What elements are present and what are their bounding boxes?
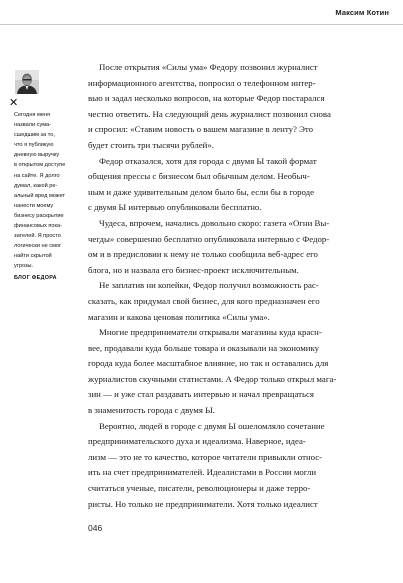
sidebar-quote-line: назвали сума-	[14, 122, 52, 129]
sidebar-quote-line: финансовых пока-	[14, 223, 63, 230]
body-text	[88, 60, 380, 512]
text-line: с двумя Ы интервью опубликовали бесплатно.	[88, 202, 262, 213]
text-line: Федор отказался, хотя для города с двумя Ы такой формат	[99, 155, 317, 166]
text-line: ом и в предисловии к нему не только сообщила веб-адрес его	[88, 249, 318, 260]
sidebar-quote-line: логически не смог	[14, 243, 62, 250]
paragraph	[88, 325, 380, 419]
text-line: предпринимательского духа и идеализма. Наверное, идеа-	[88, 436, 306, 447]
text-line: и спросил: «Ставим новость о вашем магазине в ленту? Это	[88, 124, 314, 135]
text-line: общения прессы с бизнесом был обычным делом. Необыч-	[88, 171, 310, 182]
sidebar-quote-line: дневную выручку	[14, 152, 60, 159]
text-line: Вероятно, людей в городе с двумя Ы ошеломляло сочетание	[99, 420, 325, 431]
text-line: зин — и уже стал раздавать интервью и начал превращаться	[88, 389, 314, 400]
running-header-author: Максим Котин	[335, 8, 389, 17]
sidebar-quote-line: Сегодня меня	[14, 112, 51, 118]
text-line: чегды» совершенно бесплатно опубликовала интервью с Федор-	[88, 233, 330, 244]
sidebar-quote-line: альный вред может	[14, 192, 66, 199]
sidebar-quote-line: бизнесу раскрытие	[14, 212, 64, 219]
text-line: города куда более масштабное влияние, но так и оставались для	[88, 358, 329, 369]
sidebar-quote-line: что я публикую	[14, 142, 54, 149]
sidebar-quote-line: зателей. Я просто	[14, 233, 61, 240]
sidebar-quote-line: на сайте. Я долго	[14, 172, 60, 179]
text-line: Не заплатив ни копейки, Федор получил возможность рас-	[99, 280, 319, 291]
text-line: вью и задал несколько вопросов, на которые Федор постарался	[88, 93, 325, 104]
text-line: лизм — это не то качество, которое читатели привыкли относ-	[88, 451, 323, 462]
sidebar-quote-line: найти скрытой	[14, 253, 52, 260]
paragraph	[88, 154, 380, 216]
page-number: 046	[88, 523, 103, 533]
text-line: После открытия «Силы ума» Федору позвонил журналист	[99, 62, 318, 72]
text-line: Чудеса, впрочем, начались довольно скоро: газета «Огни Вы-	[99, 217, 330, 228]
sidebar-quote-line: угрозы.	[14, 263, 34, 270]
text-line: в знаменитость города с двумя Ы.	[88, 405, 215, 416]
header-divider	[0, 24, 403, 25]
sidebar-quote-line: думал, какой ре-	[14, 182, 58, 189]
text-line: вее, продавали куда больше товара и оказывали на экономику	[88, 342, 320, 353]
sidebar-quote-line: нанести моему	[14, 202, 54, 209]
sidebar-quote-line: сшедшим за то,	[14, 132, 55, 139]
text-line: будет стоить три тысячи рублей».	[88, 139, 214, 150]
sidebar-quote	[14, 110, 86, 283]
paragraph	[88, 60, 380, 154]
text-line: Многие предприниматели открывали магазины куда красн-	[99, 327, 322, 338]
author-photo	[15, 70, 39, 94]
text-line: информационного агентства, попросил о телефонном интер-	[88, 77, 316, 88]
text-line: журналистов скучными статистами. А Федор только открыл мага-	[88, 373, 337, 384]
text-line: ить на счет предпринимателей. Идеалистами в России могли	[88, 467, 317, 478]
text-line: блога, но и назвала его бизнес-проект исключительным.	[88, 264, 299, 275]
text-line: честно ответить. На следующий день журналист позвонил снова	[88, 108, 331, 119]
paragraph	[88, 419, 380, 513]
text-line: считаться ученые, писатели, революционеры и даже терро-	[88, 483, 311, 494]
paragraph	[88, 278, 380, 325]
text-line: сказать, как придумал свой бизнес, для кого предназначен его	[88, 295, 320, 306]
close-icon: ✕	[9, 96, 19, 109]
text-line: магазин и какова ценовая политика «Силы ума».	[88, 311, 270, 322]
text-line: ным и даже удивительным делом было бы, если бы в городе	[88, 186, 315, 197]
sidebar-quote-line: в открытом доступе	[14, 162, 66, 169]
sidebar-signature: БЛОГ ФЕДОРА	[14, 274, 57, 281]
paragraph	[88, 216, 380, 278]
text-line: ристы. Но только не предприниматели. Хотя только идеалист	[88, 498, 318, 509]
